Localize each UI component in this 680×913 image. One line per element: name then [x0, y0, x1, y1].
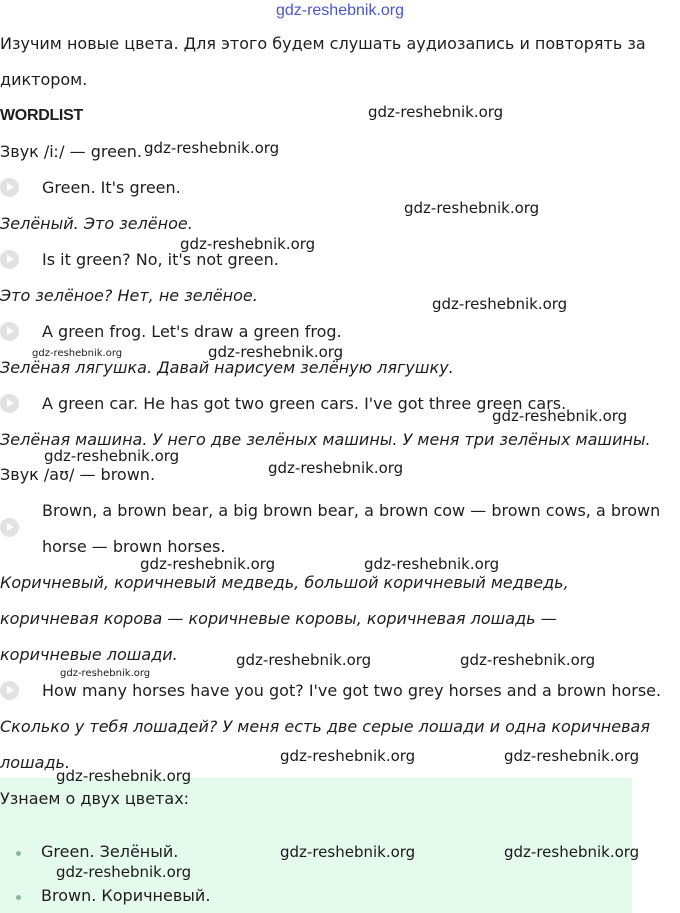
watermark: gdz-reshebnik.org: [504, 843, 640, 861]
watermark: gdz-reshebnik.org: [180, 235, 316, 253]
play-audio-icon[interactable]: [0, 178, 19, 197]
watermark: gdz-reshebnik.org: [236, 651, 372, 669]
phrase-ru-line-1: Коричневый, коричневый медведь, большой коричневый медведь,: [0, 573, 569, 592]
phrase-ru-line-2: лошадь.: [0, 753, 71, 772]
watermark: gdz-reshebnik.org: [504, 747, 640, 765]
phrase-en: Is it green? No, it's not green.: [42, 250, 279, 269]
bullet-dot: [16, 895, 21, 900]
phrase-ru-line-2: коричневая корова — коричневые коровы, коричневая лошадь —: [0, 609, 557, 628]
phrase-ru-line-3: коричневые лошади.: [0, 645, 178, 664]
phrase-ru-line-1: Сколько у тебя лошадей? У меня есть две серые лошади и одна коричневая: [0, 717, 650, 736]
watermark: gdz-reshebnik.org: [56, 767, 192, 785]
watermark: gdz-reshebnik.org: [208, 343, 344, 361]
watermark: gdz-reshebnik.org: [404, 199, 540, 217]
watermark: gdz-reshebnik.org: [280, 843, 416, 861]
watermark: gdz-reshebnik.org: [44, 447, 180, 465]
phrase-en: How many horses have you got? I've got two grey horses and a brown horse.: [42, 681, 662, 700]
sound-brown-label: Звук /aʊ/ — brown.: [0, 465, 156, 484]
phrase-ru: Зелёная лягушка. Давай нарисуем зелёную лягушку.: [0, 358, 454, 377]
summary-item: Green. Зелёный.: [41, 842, 179, 861]
play-audio-icon[interactable]: [0, 322, 19, 341]
summary-item: Brown. Коричневый.: [41, 886, 211, 905]
phrase-ru: Зелёный. Это зелёное.: [0, 214, 193, 233]
phrase-en: A green frog. Let's draw a green frog.: [42, 322, 342, 341]
intro-line-2: диктором.: [0, 70, 88, 89]
watermark: gdz-reshebnik.org: [492, 407, 628, 425]
site-header-watermark[interactable]: gdz-reshebnik.org: [275, 2, 405, 19]
phrase-en: Green. It's green.: [42, 178, 181, 197]
phrase-ru: Зелёная машина. У него две зелёных машины. У меня три зелёных машины.: [0, 430, 651, 449]
watermark: gdz-reshebnik.org: [56, 863, 192, 881]
watermark: gdz-reshebnik.org: [368, 103, 504, 121]
wordlist-heading: WORDLIST: [0, 107, 83, 124]
play-audio-icon[interactable]: [0, 394, 19, 413]
summary-title: Узнаем о двух цветах:: [0, 789, 190, 808]
watermark: gdz-reshebnik.org: [60, 668, 151, 679]
phrase-en: A green car. He has got two green cars. I've got three green cars.: [42, 394, 567, 413]
watermark: gdz-reshebnik.org: [460, 651, 596, 669]
play-audio-icon[interactable]: [0, 681, 19, 700]
bullet-dot: [16, 851, 21, 856]
phrase-en-line-1: Brown, a brown bear, a big brown bear, a brown cow — brown cows, a brown: [42, 501, 661, 520]
watermark: gdz-reshebnik.org: [268, 459, 404, 477]
watermark: gdz-reshebnik.org: [140, 555, 276, 573]
watermark: gdz-reshebnik.org: [432, 295, 568, 313]
sound-green-label: Звук /iː/ — green.: [0, 142, 142, 161]
watermark: gdz-reshebnik.org: [32, 348, 123, 359]
watermark: gdz-reshebnik.org: [144, 139, 280, 157]
intro-line-1: Изучим новые цвета. Для этого будем слушать аудиозапись и повторять за: [0, 34, 646, 53]
play-audio-icon[interactable]: [0, 250, 19, 269]
watermark: gdz-reshebnik.org: [280, 747, 416, 765]
watermark: gdz-reshebnik.org: [364, 555, 500, 573]
phrase-en-line-2: horse — brown horses.: [42, 537, 226, 556]
phrase-ru: Это зелёное? Нет, не зелёное.: [0, 286, 258, 305]
play-audio-icon[interactable]: [0, 518, 19, 537]
